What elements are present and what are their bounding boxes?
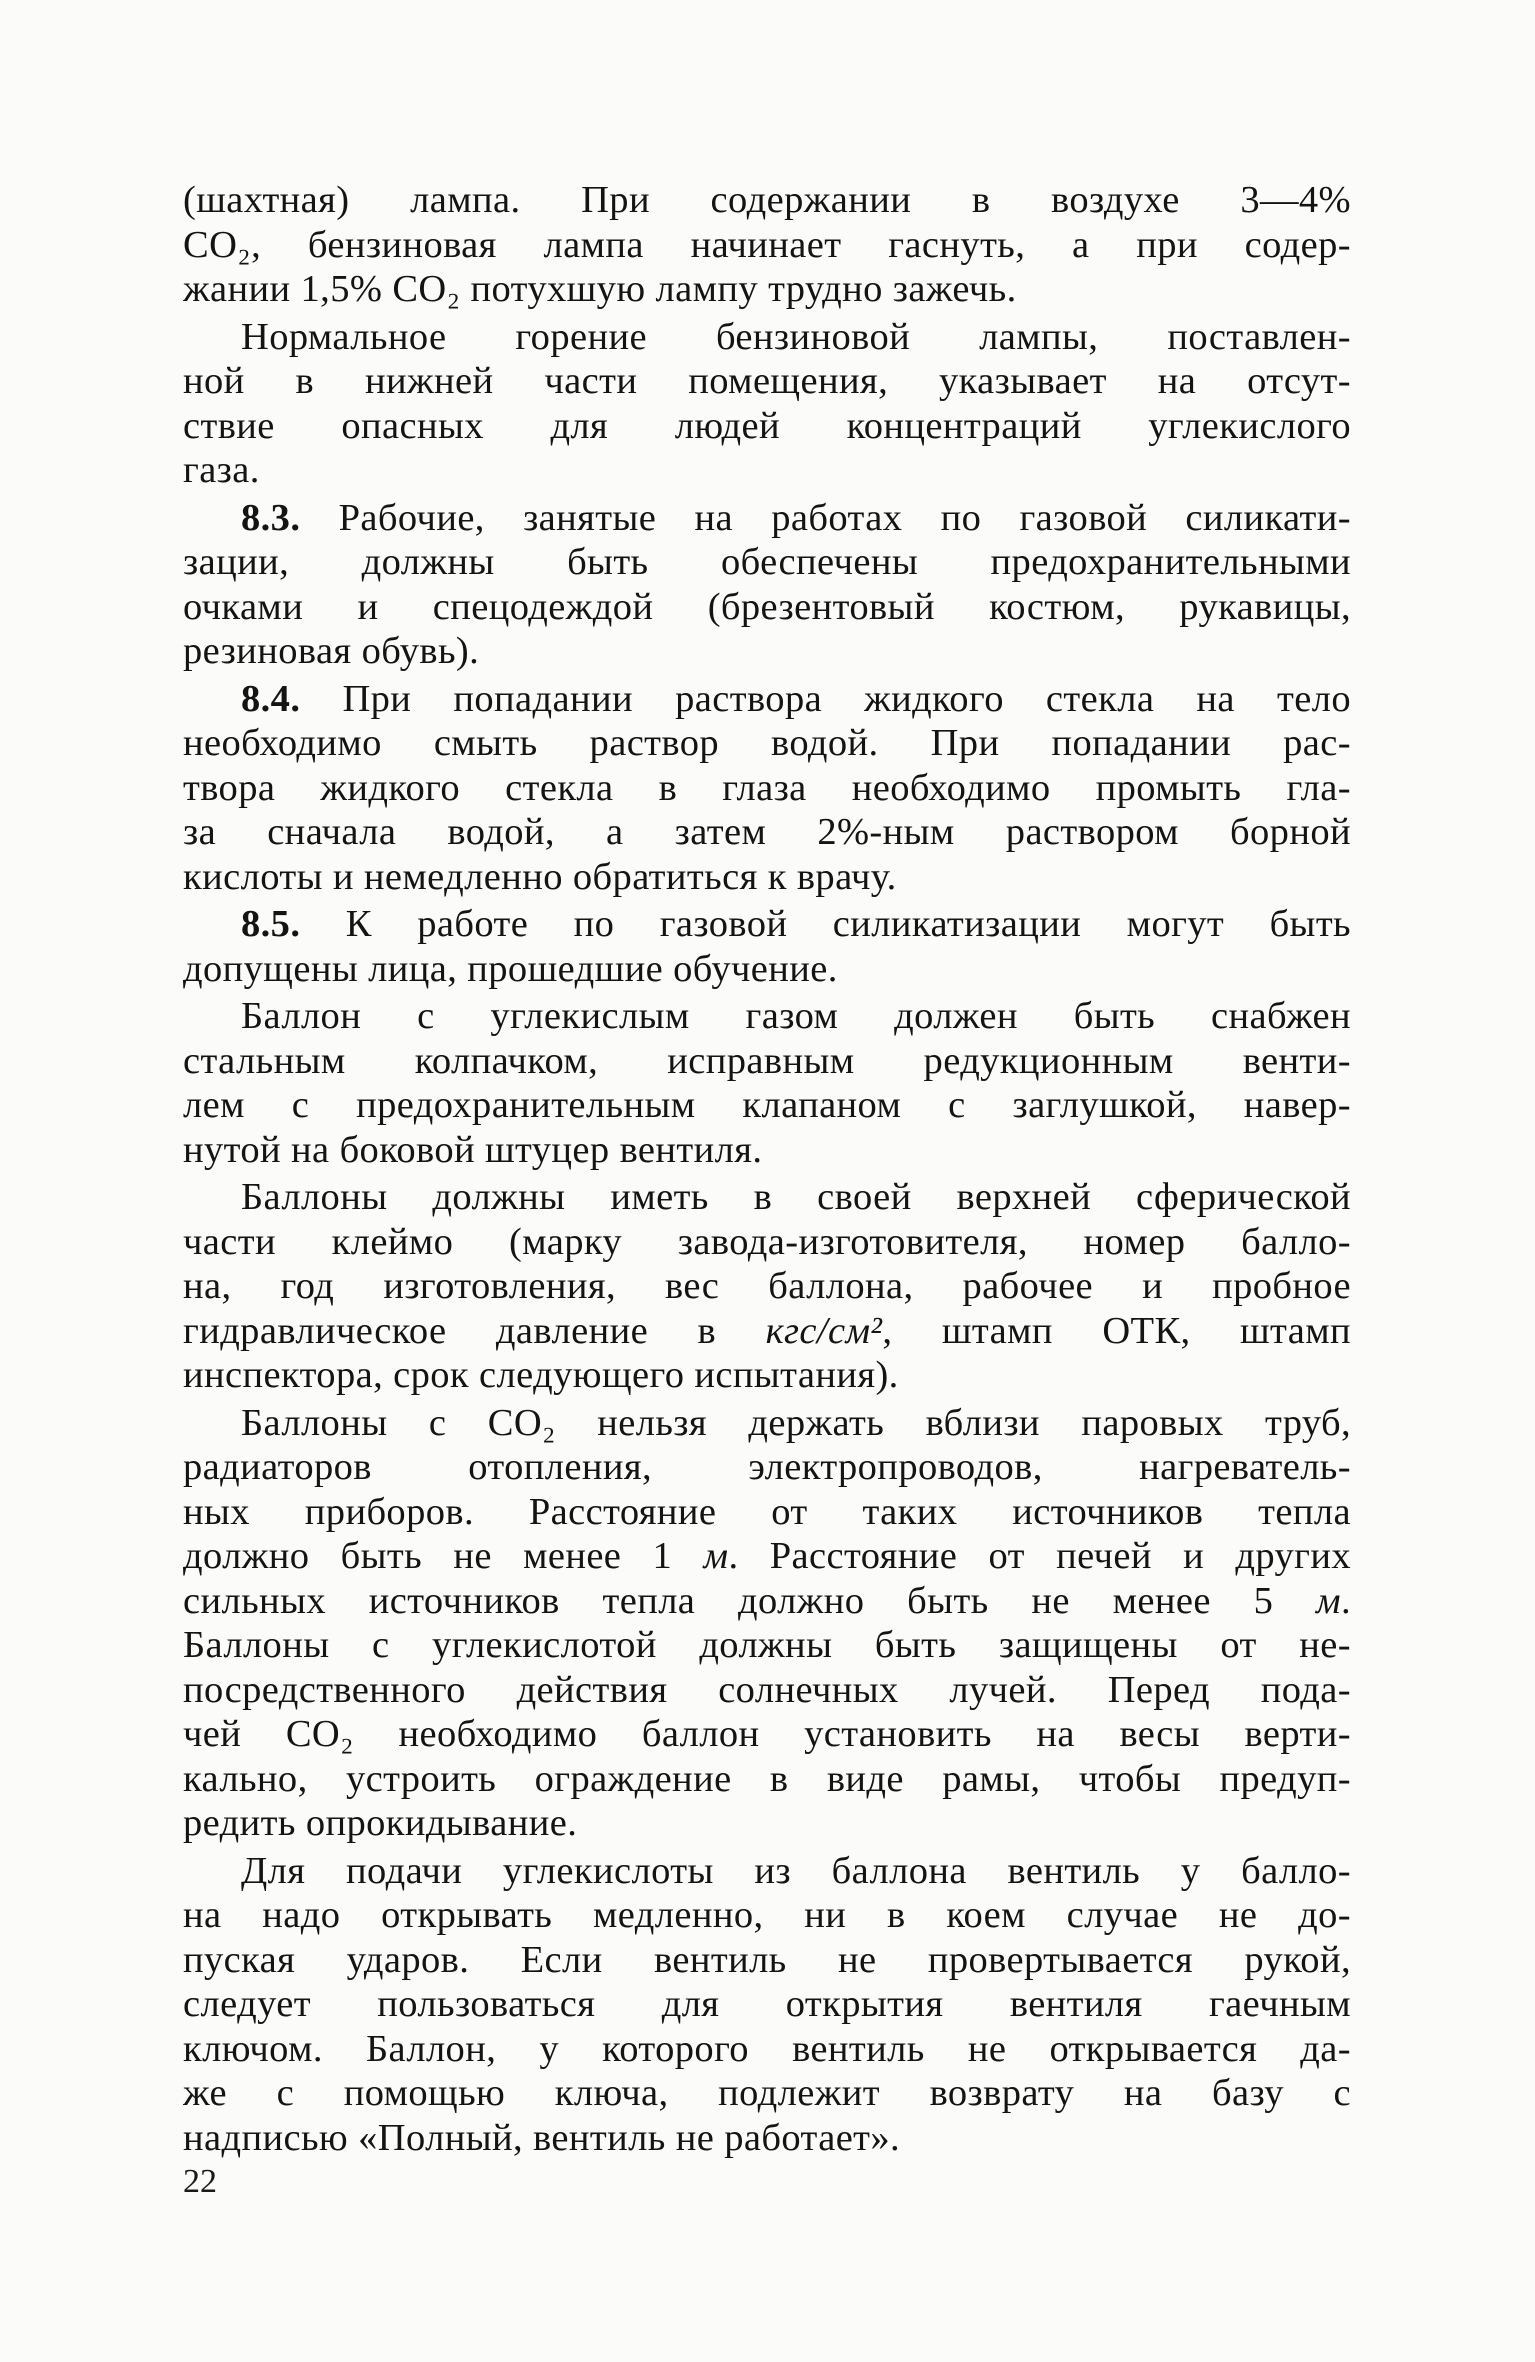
text-line: [183, 1534, 1351, 1579]
paragraph-cylinder-equipment: [183, 994, 1351, 1172]
section-number: 8.5.: [241, 903, 301, 945]
text-line: Нормальное горение бензиновой лампы, поставлен-: [241, 315, 1351, 358]
text-line: зации, должны быть обеспечены предохранительными: [183, 541, 1351, 583]
text-line: надписью «Полный, вентиль не работает».: [183, 2116, 901, 2159]
unit-text: кгс/см²: [765, 1309, 883, 1352]
text-line: необходимо смыть раствор водой. При попадании рас-: [183, 722, 1351, 764]
paragraph-8-5: [183, 902, 1351, 991]
text-line: на надо открывать медленно, ни в коем случае не до-: [183, 1894, 1351, 1936]
unit-text: м: [1315, 1579, 1341, 1622]
paragraph-normal-burning: [183, 315, 1351, 493]
text-run: К работе по газовой силикатизации могут быть: [345, 903, 1351, 945]
text-line: ных приборов. Расстояние от таких источников тепла: [183, 1490, 1351, 1533]
paragraph-storage-distances: [183, 1401, 1351, 1846]
text-line: следует пользоваться для открытия вентиля гаечным: [183, 1983, 1351, 2025]
paragraph-cylinder-marking: [183, 1175, 1351, 1398]
text-line: [183, 677, 1351, 722]
body-text: [183, 178, 1351, 2163]
text-line: [183, 902, 1351, 947]
text-line: резиновая обувь).: [183, 630, 480, 672]
text-line: Для подачи углекислоты из баллона вентиль у балло-: [241, 1849, 1351, 1892]
text-line: ключом. Баллон, у которого вентиль не открывается да-: [183, 2027, 1351, 2070]
text-line: инспектора, срок следующего испытания).: [183, 1354, 899, 1396]
text-line: допущены лица, прошедшие обучение.: [183, 947, 838, 990]
paragraph-lamp-co2: [183, 178, 1351, 312]
text-run: сильных источников тепла должно быть не менее 5: [183, 1579, 1316, 1622]
text-run: Рабочие, занятые на работах по газовой силикати-: [338, 496, 1351, 539]
paragraph-8-3: [183, 496, 1351, 674]
paragraph-8-4: [183, 677, 1351, 900]
section-number: 8.4.: [241, 677, 301, 720]
text-run: При попадании раствора жидкого стекла на тело: [342, 677, 1351, 720]
text-run: .: [1340, 1579, 1351, 1622]
text-line: пуская ударов. Если вентиль не провертывается рукой,: [183, 1938, 1351, 1981]
text-line: CO₂, бензиновая лампа начинает гаснуть, а при содер-: [183, 223, 1351, 266]
text-line: жании 1,5% CO₂ потухшую лампу трудно зажечь.: [183, 268, 1017, 310]
paragraph-valve-opening: [183, 1849, 1351, 2161]
text-line: стальным колпачком, исправным редукционным венти-: [183, 1039, 1351, 1082]
text-line: редить опрокидывание.: [183, 1802, 578, 1844]
text-line: ной в нижней части помещения, указывает на отсут-: [183, 360, 1351, 402]
text-line: Баллоны с CO₂ нельзя держать вблизи паровых труб,: [241, 1401, 1351, 1444]
text-line: нутой на боковой штуцер вентиля.: [183, 1128, 763, 1171]
text-line: чей CO₂ необходимо баллон установить на весы верти-: [183, 1713, 1351, 1755]
text-line: кислоты и немедленно обратиться к врачу.: [183, 855, 897, 898]
text-line: части клеймо (марку завода-изготовителя, номер балло-: [183, 1220, 1351, 1263]
text-line: же с помощью ключа, подлежит возврату на базу с: [183, 2072, 1351, 2114]
text-run: должно быть не менее 1: [183, 1535, 704, 1577]
section-number: 8.3.: [241, 496, 301, 539]
text-line: за сначала водой, а затем 2%-ным раствором борной: [183, 811, 1351, 853]
unit-text: м: [703, 1535, 729, 1577]
text-line: Баллон с углекислым газом должен быть снабжен: [241, 995, 1351, 1037]
text-line: [183, 1579, 1351, 1624]
page-number: 22: [183, 2163, 217, 2200]
text-line: твора жидкого стекла в глаза необходимо промыть гла-: [183, 766, 1351, 809]
text-line: газа.: [183, 449, 260, 491]
text-line: очками и спецодеждой (брезентовый костюм, рукавицы,: [183, 585, 1351, 628]
text-line: (шахтная) лампа. При содержании в воздухе 3—4%: [183, 179, 1351, 221]
text-line: лем с предохранительным клапаном с заглушкой, навер-: [183, 1084, 1351, 1126]
text-line: Баллоны должны иметь в своей верхней сферической: [241, 1176, 1351, 1218]
text-line: кально, устроить ограждение в виде рамы, чтобы предуп-: [183, 1757, 1351, 1800]
text-line: [183, 1309, 1351, 1354]
text-line: ствие опасных для людей концентраций углекислого: [183, 404, 1351, 447]
text-run: гидравлическое давление в: [183, 1309, 766, 1352]
text-run: , штамп ОТК, штамп: [882, 1309, 1351, 1352]
text-line: радиаторов отопления, электропроводов, нагреватель-: [183, 1446, 1351, 1488]
text-run: . Расстояние от печей и других: [728, 1535, 1351, 1577]
text-line: Баллоны с углекислотой должны быть защищены от не-: [183, 1624, 1351, 1666]
text-line: посредственного действия солнечных лучей. Перед пода-: [183, 1668, 1351, 1711]
text-line: [183, 496, 1351, 541]
text-line: на, год изготовления, вес баллона, рабочее и пробное: [183, 1265, 1351, 1307]
